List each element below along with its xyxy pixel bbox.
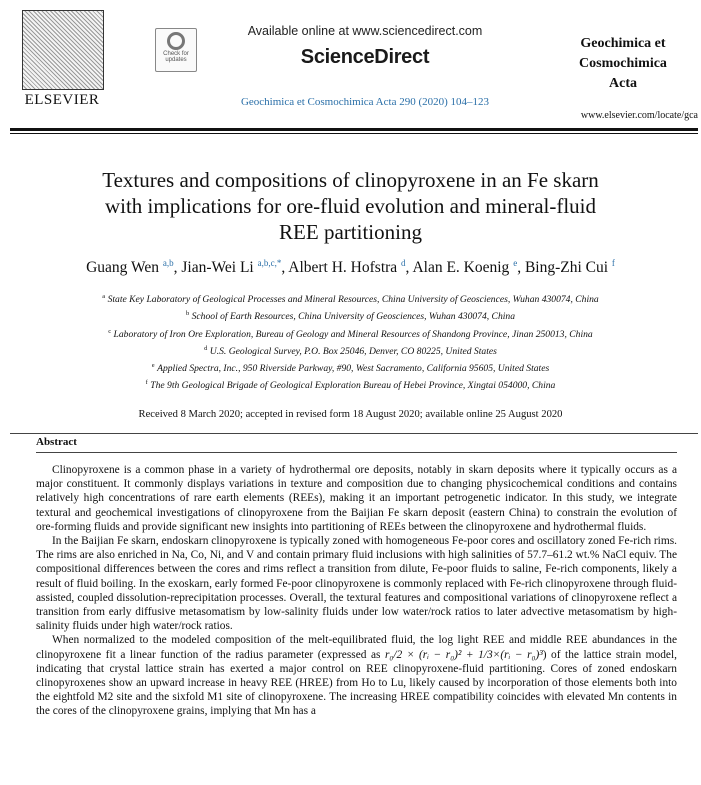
abstract-text: When normalized to the modeled composition of the melt-equilibrated fluid, the log light REE and middle REE abundances in the clinopyroxene fit a linear function of the radius parameter (expressed as — [36, 634, 677, 661]
sciencedirect-brand: ScienceDirect — [300, 46, 430, 68]
journal-url[interactable]: www.elsevier.com/locate/gca — [580, 110, 698, 121]
author-name[interactable]: Albert H. Hofstra — [288, 259, 398, 276]
abstract-paragraph: In the Baijian Fe skarn, endoskarn clinopyroxene is typically zoned with homogeneous Fe-poor cores and oscillatory zoned Fe-rich rims. The rims are also enriched in Na, Co, Ni, and V and contain primary fluid inclusions with high salinities of 57.7–61.2 wt.% NaCl equiv. The compositional differences between the cores and rims reflect a transition from dilute, Fe-poor fluids to saline, Fe-rich components, likely a result of fluid boiling. In the exoskarn, early formed Fe-poor clinopyroxene is commonly replaced with Fe-rich clinopyroxene through fluid-assisted, coupled dissolution-reprecipitation processes. Overall, the textural features and compositional variations of clinopyroxene reflect a transition from early diffusive metasomatism by low-salinity fluids under low water/rock ratios to later advective metasomatism by high-salinity fluids under high water/rock ratios. — [36, 535, 677, 633]
affiliation-mark: d — [204, 344, 208, 352]
abstract-body — [36, 463, 677, 719]
title-line: REE partitioning — [279, 220, 422, 244]
author-affiliation-mark[interactable]: e — [513, 258, 518, 268]
affiliation-text: The 9th Geological Brigade of Geological Exploration Bureau of Hebei Province, Xingtai 054000, China — [150, 380, 556, 392]
affiliation-mark: c — [108, 327, 112, 335]
journal-name-line: Geochimica et — [580, 36, 666, 51]
affiliation-mark: b — [185, 310, 190, 318]
affiliation-item — [30, 307, 671, 324]
affiliation-text: Laboratory of Iron Ore Exploration, Bureau of Geology and Mineral Resources of Shandong Province, Jinan 250013, China — [113, 328, 593, 340]
journal-reference[interactable]: Geochimica et Cosmochimica Acta 290 (2020) 104–123 — [240, 96, 490, 108]
abstract-paragraph: Clinopyroxene is a common phase in a variety of hydrothermal ore deposits, notably in skarn deposits where it typically occurs as a major constituent. It commonly displays variations in texture and composition due to changing physicochemical conditions and contains relatively high concentrations of rare earth elements (REEs), making it an important petrogenetic indicator. In this study, we integrate textural and geochemical investigations of clinopyroxene from the Baijian Fe skarn deposit (eastern China) to constrain the evolution of ore-forming fluids and provide significant new insights into partitioning of REEs between the clinopyroxene and hydrothermal fluids. — [36, 464, 677, 533]
title-line: with implications for ore-fluid evolution and mineral-fluid — [104, 194, 597, 218]
abstract-paragraph — [36, 633, 677, 718]
affiliation-text: Applied Spectra, Inc., 950 Riverside Parkway, #90, West Sacramento, California 95605, United States — [157, 363, 550, 375]
affiliation-text: U.S. Geological Survey, P.O. Box 25046, Denver, CO 80225, United States — [209, 345, 497, 357]
affiliation-mark: f — [145, 379, 148, 387]
radius-formula: r₀/2 × (rᵢ − r₀)² + 1/3×(rᵢ − r₀)³ — [385, 648, 543, 661]
header-rule — [10, 128, 698, 131]
affiliation-mark: a — [102, 293, 106, 300]
affiliation-mark: e — [151, 362, 155, 370]
affiliation-item — [30, 342, 671, 359]
publisher-name: ELSEVIER — [24, 92, 100, 108]
affiliation-item — [30, 376, 671, 393]
author-name[interactable]: Guang Wen — [86, 259, 159, 276]
title-line: Textures and compositions of clinopyroxene in an Fe skarn — [102, 168, 599, 192]
author-affiliation-mark[interactable]: a,b — [162, 258, 174, 268]
author-affiliation-mark[interactable]: a,b,c,* — [257, 258, 282, 268]
author-name[interactable]: Alan E. Koenig — [412, 259, 510, 276]
received-dates: Received 8 March 2020; accepted in revised form 18 August 2020; available online 25 August 2020 — [138, 409, 563, 420]
crossmark-icon — [167, 32, 185, 50]
affiliation-item — [30, 290, 671, 307]
affiliation-item — [30, 359, 671, 376]
author-name[interactable]: Bing-Zhi Cui — [524, 259, 609, 276]
abstract-text: ) of the lattice strain model, indicating that crystal lattice strain has exerted a major control on REE clinopyroxene-fluid partitioning. Cores of zoned endoskarn clinopyroxenes show an upward increase in heavy REE (HREE) from Ho to Lu, likely caused by incorporation of those elements both into the eightfold M2 site and the sixfold M1 site of clinopyroxene. The increasing HREE compatibility coincides with elevated Mn contents in the cores of the clinopyroxene grains, implying that Mn has a — [36, 648, 678, 718]
elsevier-tree-icon — [22, 10, 104, 90]
journal-name-line: Acta — [609, 76, 637, 91]
header-rule-thin — [10, 133, 698, 134]
author-list: Guang Wen $^{a,b}$, Jian-Wei Li $^{a,b,c,*}$, Albert H. Hofstra $^d$, Alan E. Koenig $^e$, Bing-Zhi Cui $^f$ — [86, 258, 615, 276]
section-rule — [10, 433, 698, 434]
author-name[interactable]: Jian-Wei Li — [181, 259, 254, 276]
abstract-heading: Abstract — [36, 436, 77, 448]
article-title — [30, 167, 671, 245]
journal-name-line: Cosmochimica — [579, 56, 667, 71]
affiliation-text: School of Earth Resources, China University of Geosciences, Wuhan 430074, China — [191, 311, 516, 323]
journal-name — [548, 34, 698, 94]
author-affiliation-mark[interactable]: d — [401, 258, 406, 268]
author-affiliation-mark[interactable]: f — [611, 258, 615, 268]
crossmark-label: Check for updates — [163, 51, 189, 63]
affiliation-text: State Key Laboratory of Geological Processes and Mineral Resources, China University of Geosciences, Wuhan 430074, China — [107, 294, 599, 305]
affiliation-list — [30, 290, 671, 394]
affiliation-item — [30, 325, 671, 342]
abstract-rule — [36, 452, 677, 453]
crossmark-badge[interactable] — [155, 28, 197, 72]
available-online: Available online at www.sciencedirect.com — [247, 24, 483, 38]
